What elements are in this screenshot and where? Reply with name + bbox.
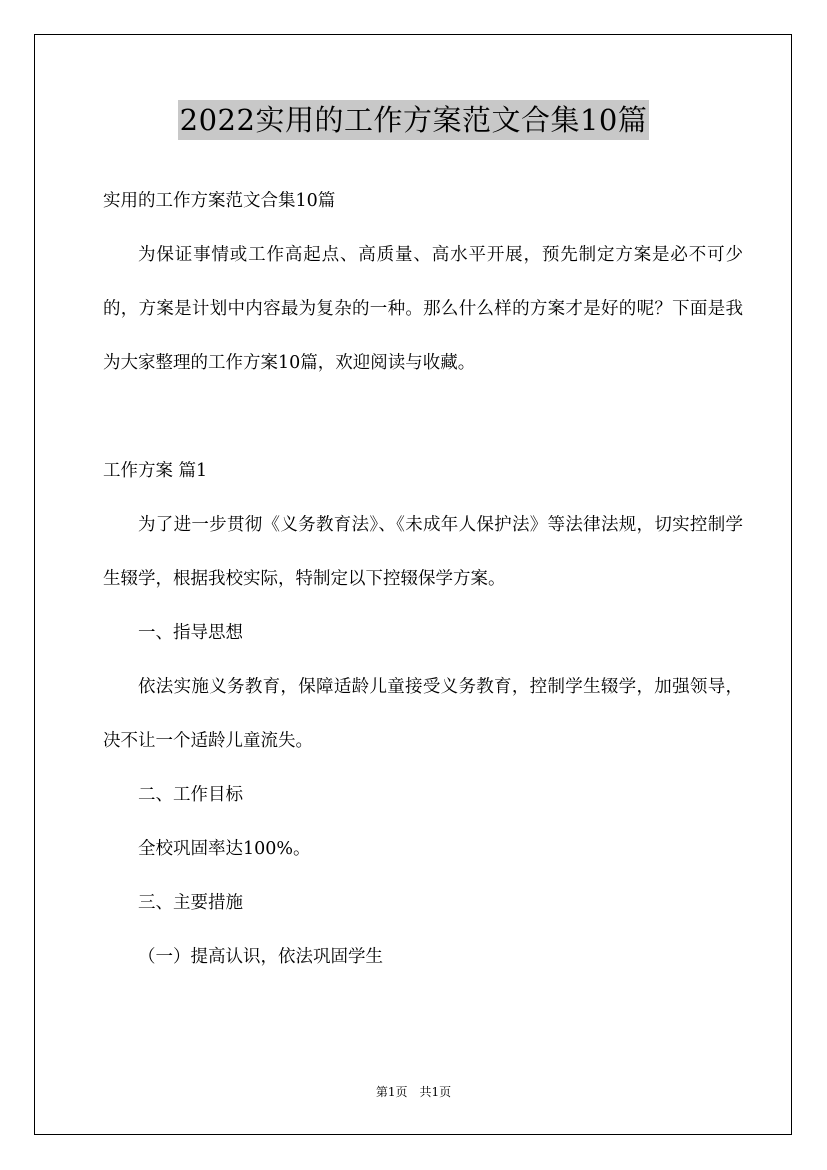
subheading-main-measures: 三、主要措施 xyxy=(138,893,243,913)
sub-item-heading: （一）提高认识，依法巩固学生 xyxy=(138,947,383,967)
subheading-guiding-ideology: 一、指导思想 xyxy=(138,623,243,643)
document-body xyxy=(103,174,743,984)
section-heading: 工作方案 篇1 xyxy=(103,461,208,481)
intro-paragraph: 为保证事情或工作高起点、高质量、高水平开展，预先制定方案是必不可少的，方案是计划中内容最为复杂的一种。那么什么样的方案才是好的呢？下面是我为大家整理的工作方案10篇，欢迎阅读与收藏。 xyxy=(103,245,743,373)
body-paragraph: 依法实施义务教育，保障适龄儿童接受义务教育，控制学生辍学，加强领导，决不让一个适龄儿童流失。 xyxy=(103,677,743,751)
page-number-label: 第1页 共1页 xyxy=(375,1085,452,1099)
body-paragraph: 为了进一步贯彻《义务教育法》、《未成年人保护法》等法律法规，切实控制学生辍学，根据我校实际，特制定以下控辍保学方案。 xyxy=(103,515,743,589)
page-footer xyxy=(0,1083,827,1101)
title-container xyxy=(0,100,827,140)
subheading-work-goals: 二、工作目标 xyxy=(138,785,243,805)
document-subtitle: 实用的工作方案范文合集10篇 xyxy=(103,191,336,211)
document-title: 2022实用的工作方案范文合集10篇 xyxy=(178,100,650,140)
body-paragraph: 全校巩固率达100%。 xyxy=(138,839,311,859)
